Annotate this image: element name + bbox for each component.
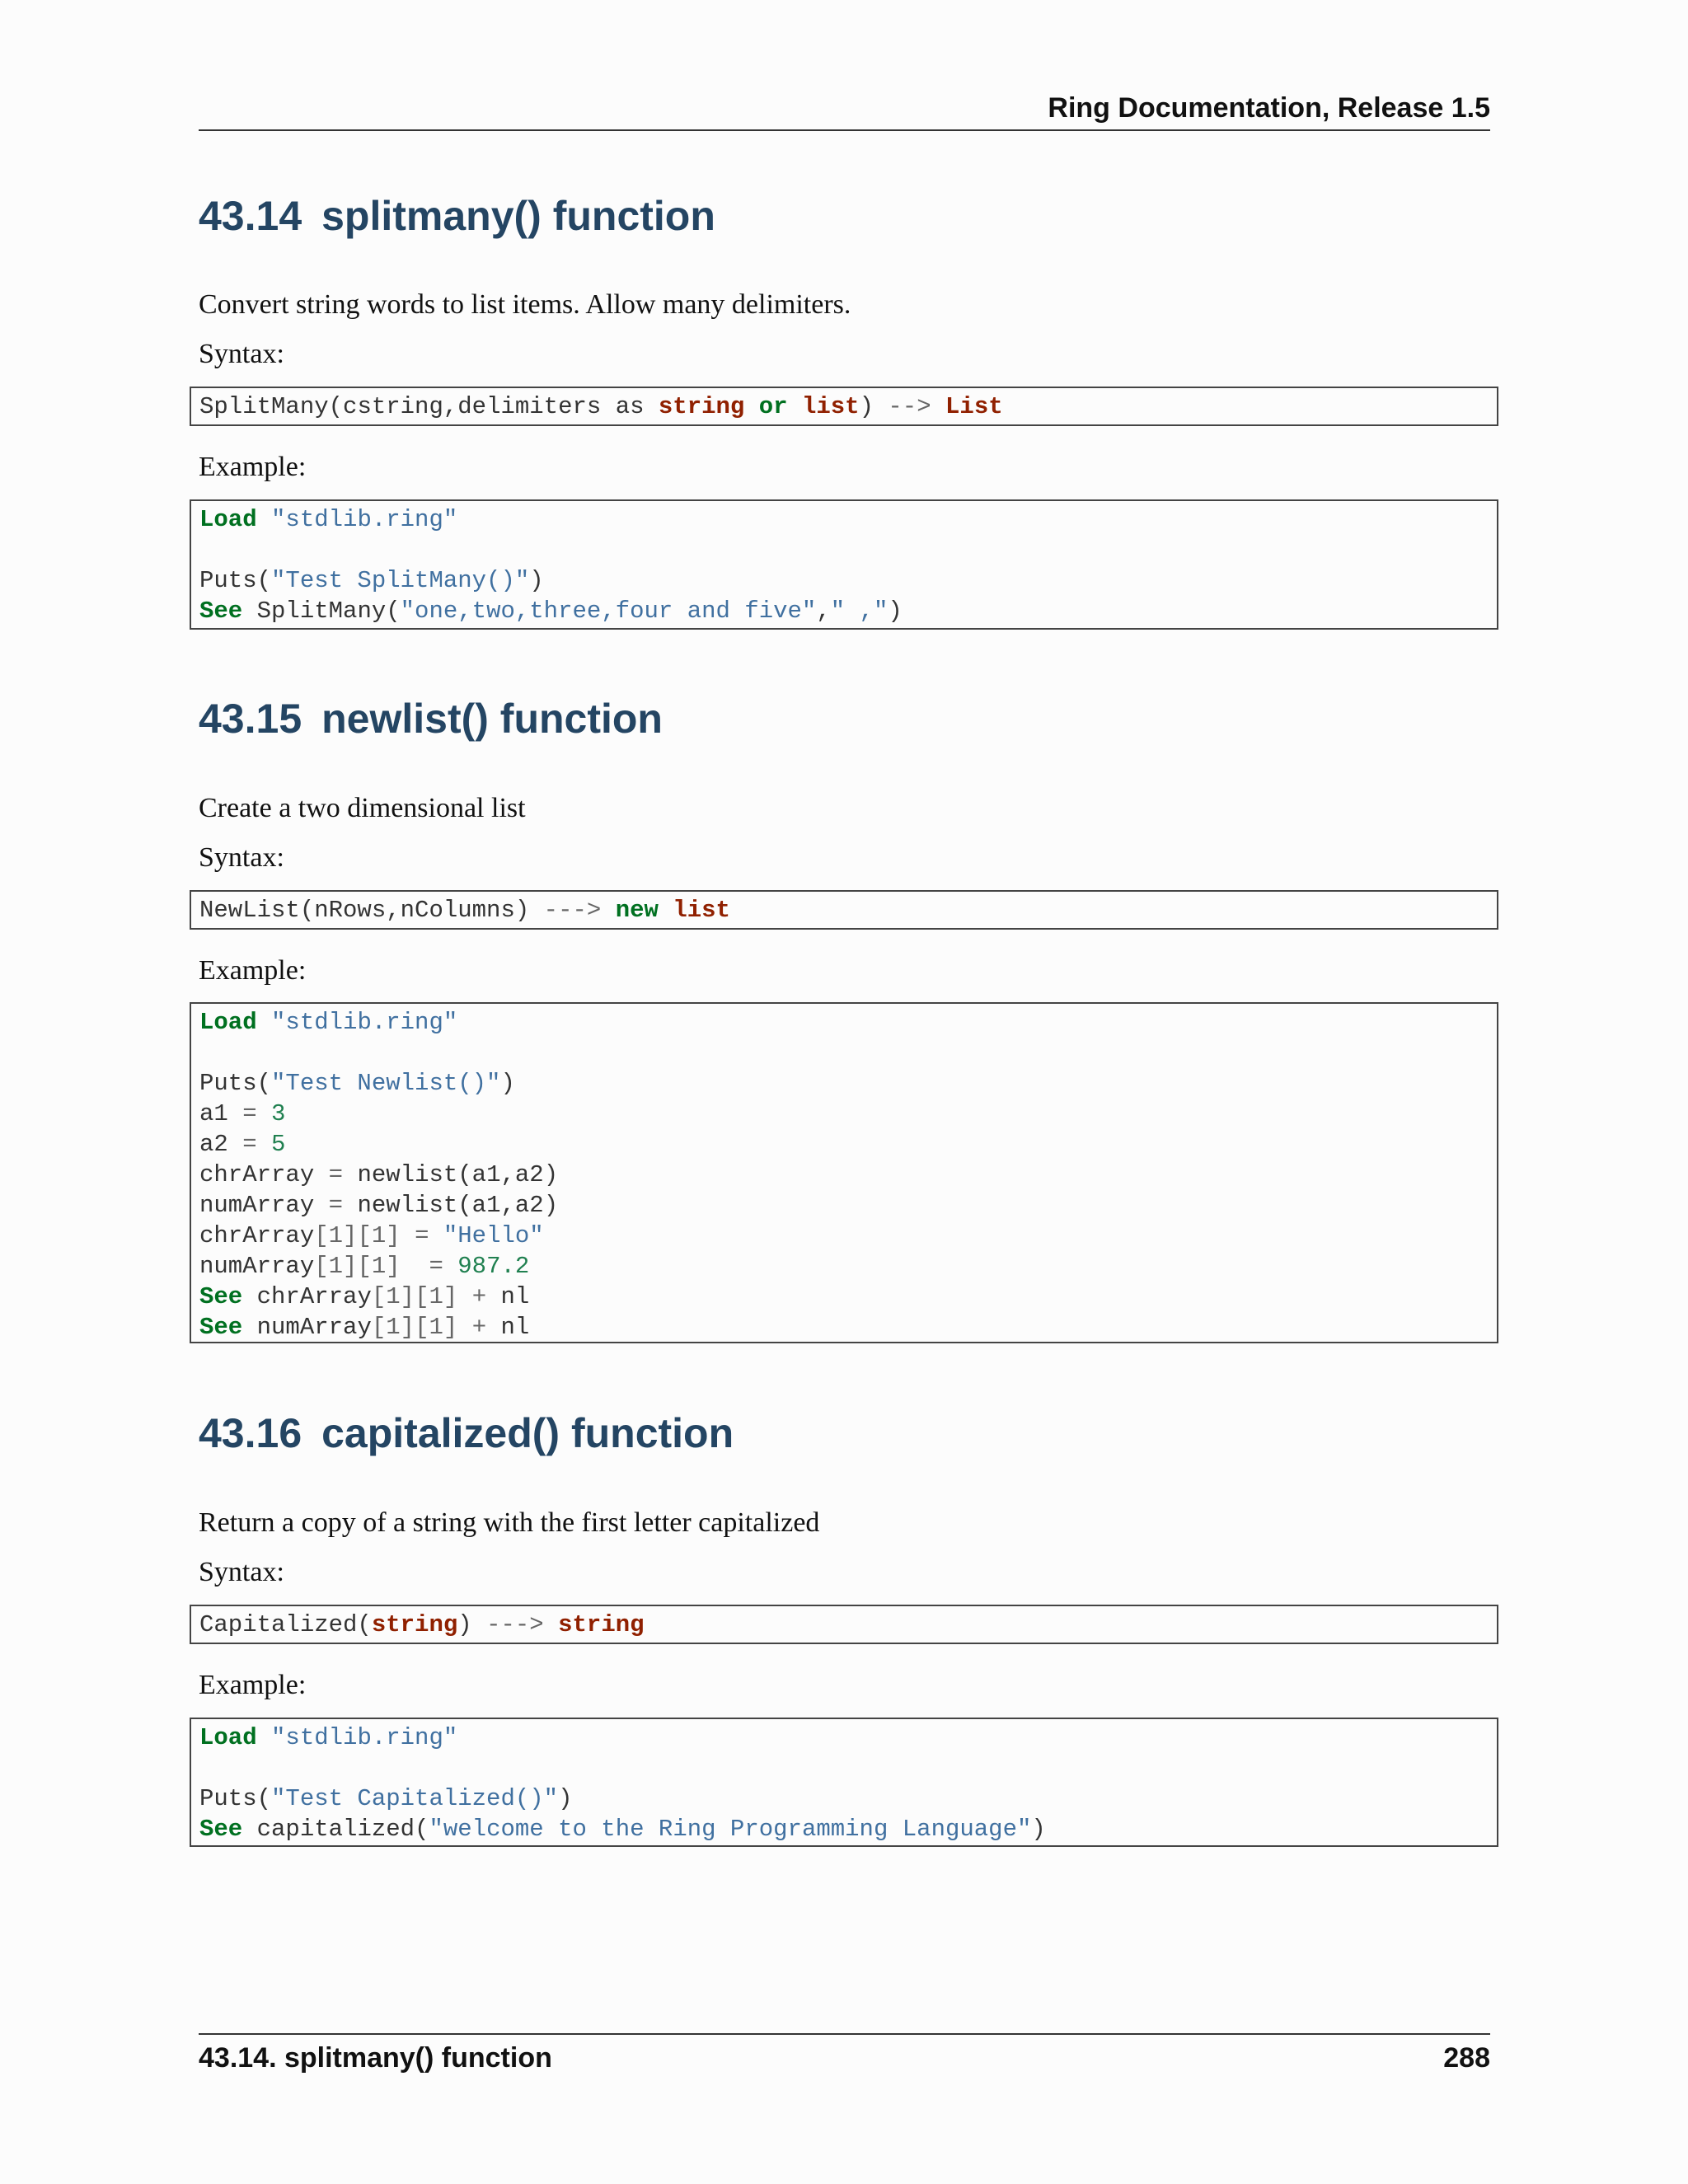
code-line: Puts("Test Newlist()") — [199, 1070, 515, 1097]
code-line: See chrArray[1][1] + nl — [199, 1283, 530, 1310]
running-header: Ring Documentation, Release 1.5 — [1048, 92, 1490, 124]
syntax-label: Syntax: — [199, 1557, 284, 1587]
syntax-label: Syntax: — [199, 842, 284, 873]
code-line: NewList(nRows,nColumns) ---> new list — [199, 897, 730, 924]
section-title: splitmany() function — [321, 193, 715, 239]
code-line: chrArray = newlist(a1,a2) — [199, 1161, 559, 1188]
example-label: Example: — [199, 452, 307, 482]
code-line: See numArray[1][1] + nl — [199, 1314, 530, 1341]
code-line: Capitalized(string) ---> string — [199, 1611, 645, 1638]
syntax-code-block — [190, 1605, 1498, 1644]
code-line: numArray[1][1] = 987.2 — [199, 1253, 530, 1280]
section-heading-newlist — [199, 695, 663, 743]
code-line: a2 = 5 — [199, 1131, 286, 1158]
syntax-label: Syntax: — [199, 339, 284, 369]
section-heading-capitalized — [199, 1409, 734, 1457]
code-line: See SplitMany("one,two,three,four and five"," ,") — [199, 598, 903, 625]
code-line — [199, 1753, 1489, 1783]
section-number: 43.14 — [199, 193, 302, 239]
section-heading-splitmany — [199, 192, 715, 240]
code-line: numArray = newlist(a1,a2) — [199, 1192, 559, 1219]
code-line: Puts("Test Capitalized()") — [199, 1785, 573, 1812]
section-description: Return a copy of a string with the first letter capitalized — [199, 1507, 820, 1538]
code-line: Load "stdlib.ring" — [199, 1009, 458, 1036]
section-description: Convert string words to list items. Allow many delimiters. — [199, 289, 851, 320]
footer-rule — [199, 2033, 1490, 2035]
section-number: 43.15 — [199, 696, 302, 742]
code-line: Load "stdlib.ring" — [199, 1724, 458, 1751]
section-title: capitalized() function — [321, 1410, 734, 1456]
code-line: See capitalized("welcome to the Ring Programming Language") — [199, 1816, 1046, 1843]
code-line — [199, 535, 1489, 565]
code-line: Puts("Test SplitMany()") — [199, 567, 544, 594]
section-number: 43.16 — [199, 1410, 302, 1456]
syntax-code-block — [190, 387, 1498, 426]
code-line: a1 = 3 — [199, 1100, 286, 1127]
code-line — [199, 1038, 1489, 1068]
example-code-block — [190, 1718, 1498, 1847]
section-title: newlist() function — [321, 696, 663, 742]
footer-section-title: 43.14. splitmany() function — [199, 2042, 552, 2074]
code-line: SplitMany(cstring,delimiters as string or list) --> List — [199, 393, 1003, 420]
example-label: Example: — [199, 955, 307, 986]
code-line: chrArray[1][1] = "Hello" — [199, 1222, 544, 1249]
page-number: 288 — [1443, 2042, 1490, 2074]
header-rule — [199, 129, 1490, 131]
example-label: Example: — [199, 1670, 307, 1700]
section-description: Create a two dimensional list — [199, 793, 526, 823]
syntax-code-block — [190, 890, 1498, 930]
code-line: Load "stdlib.ring" — [199, 506, 458, 533]
example-code-block — [190, 1002, 1498, 1343]
example-code-block — [190, 499, 1498, 630]
